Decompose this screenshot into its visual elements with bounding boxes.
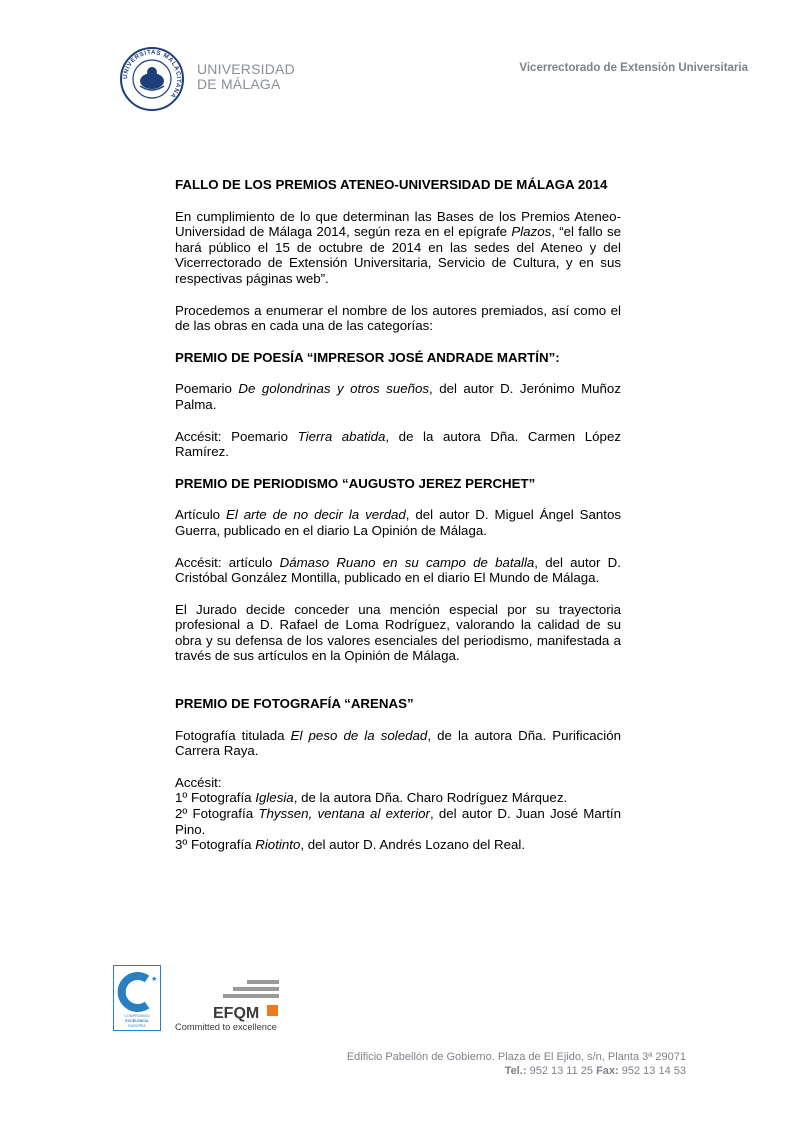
periodismo-winner-title: El arte de no decir la verdad xyxy=(226,507,406,523)
university-name-line1: UNIVERSIDAD xyxy=(197,61,295,77)
fotografia-accesit-1 xyxy=(175,790,621,806)
efqm-logo xyxy=(175,978,283,1034)
university-name-line2: DE MÁLAGA xyxy=(197,76,281,92)
footer-phone-line xyxy=(347,1064,686,1078)
tel-number: 952 13 11 25 xyxy=(529,1065,594,1077)
footer-address-line: Edificio Pabellón de Gobierno. Plaza de El Ejido, s/n, Planta 3ª 29071 xyxy=(346,1051,686,1063)
document-body xyxy=(175,177,621,869)
fotografia-winner-title: El peso de la soledad xyxy=(290,727,428,743)
fotografia-winner-post: , de la autora Dña. Purificación Carrera Raya. xyxy=(175,727,622,759)
intro-paragraph-1 xyxy=(175,209,621,287)
seal-text: UNIVERSITAS MALACITANA xyxy=(121,48,183,100)
department-name: Vicerrectorado de Extensión Universitaria xyxy=(519,62,748,74)
fotografia-winner xyxy=(175,728,621,759)
fotografia-accesits xyxy=(175,775,621,853)
fotografia-winner-pre: Fotografía titulada xyxy=(175,727,291,743)
accesit-3-pre: 3º Fotografía xyxy=(175,837,256,853)
intro-1-text: En cumplimiento de lo que determinan las Bases de los Premios Ateneo-Universidad de Málaga 2014, según reza en el epígrafe xyxy=(175,208,621,240)
accesit-3-title: Riotinto xyxy=(255,837,301,853)
periodismo-winner-post: , del autor D. Miguel Ángel Santos Guerra, publicado en el diario La Opinión de Málaga. xyxy=(175,507,621,538)
periodismo-accesit-pre: Accésit: artículo xyxy=(175,554,280,570)
fotografia-accesit-3 xyxy=(175,837,621,853)
poesia-winner-post: , del autor D. Jerónimo Muñoz Palma. xyxy=(175,381,621,412)
cee-text-1: COMPROMISO xyxy=(124,1014,150,1018)
intro-paragraph-2: Procedemos a enumerar el nombre de los autores premiados, así como el de las obras en cada una de las categorías: xyxy=(175,302,621,334)
periodismo-winner xyxy=(175,507,621,538)
document-title: FALLO DE LOS PREMIOS ATENEO-UNIVERSIDAD DE MÁLAGA 2014 xyxy=(175,177,608,192)
accesit-2-post: , del autor D. Juan José Martín Pino. xyxy=(175,806,621,837)
poesia-accesit xyxy=(175,429,621,460)
poesia-winner xyxy=(175,381,621,412)
poesia-winner-title: De golondrinas y otros sueños xyxy=(238,381,430,397)
star-icon: ★ xyxy=(151,976,158,983)
intro-1-end: , “el fallo se hará público el 15 de octubre de 2014 en las sedes del Ateneo y del Vicerrectorado de Extensión Universitaria, Servicio de Cultura, y en sus respectivas páginas web”. xyxy=(175,224,621,286)
accesit-3-post: , del autor D. Andrés Lozano del Real. xyxy=(300,837,526,853)
periodismo-winner-pre: Artículo xyxy=(175,507,227,523)
cee-text-3: EUROPEA xyxy=(128,1024,146,1028)
footer-contact xyxy=(347,1050,686,1078)
poesia-winner-pre: Poemario xyxy=(175,381,239,397)
fotografia-heading: PREMIO DE FOTOGRAFÍA “ARENAS” xyxy=(175,696,414,712)
poesia-heading: PREMIO DE POESÍA “IMPRESOR JOSÉ ANDRADE MARTÍN”: xyxy=(175,349,560,365)
periodismo-accesit-post: , del autor D. Cristóbal González Montilla, publicado en el diario El Mundo de Málaga. xyxy=(175,554,621,586)
university-seal-logo xyxy=(119,46,185,112)
poesia-accesit-title: Tierra abatida xyxy=(297,428,386,444)
periodismo-heading: PREMIO DE PERIODISMO “AUGUSTO JEREZ PERCHET” xyxy=(175,475,536,491)
accesit-2-title: Thyssen, ventana al exterior xyxy=(258,806,430,822)
periodismo-accesit xyxy=(175,555,621,586)
fax-label: Fax: xyxy=(596,1065,619,1077)
fotografia-accesit-label: Accésit: xyxy=(175,774,222,790)
fax-number: 952 13 14 53 xyxy=(621,1065,686,1077)
cee-excellence-logo xyxy=(113,965,161,1031)
poesia-accesit-pre: Accésit: Poemario xyxy=(175,428,298,444)
efqm-label: EFQM xyxy=(213,1005,260,1022)
accesit-2-pre: 2º Fotografía xyxy=(175,806,259,822)
cee-text-2: EXCELENCIA xyxy=(125,1019,149,1023)
tel-label: Tel.: xyxy=(504,1065,527,1077)
intro-1-italic: Plazos xyxy=(511,224,552,240)
university-name xyxy=(197,62,295,92)
accesit-1-post: , de la autora Dña. Charo Rodríguez Márquez. xyxy=(293,790,568,806)
poesia-accesit-post: , de la autora Dña. Carmen López Ramírez. xyxy=(175,428,621,460)
accesit-1-title: Iglesia xyxy=(255,790,294,806)
periodismo-accesit-title: Dámaso Ruano en su campo de batalla xyxy=(279,554,535,570)
fotografia-accesit-2 xyxy=(175,806,621,837)
efqm-tagline: Committed to excellence xyxy=(175,1022,277,1032)
periodismo-mencion: El Jurado decide conceder una mención especial por su trayectoria profesional a D. Rafael de Loma Rodríguez, valorando la calidad de su obra y su defensa de los valores esenciales del periodismo, manifestada a través de sus artículos en la Opinión de Málaga. xyxy=(175,601,621,664)
accesit-1-pre: 1º Fotografía xyxy=(175,790,256,806)
